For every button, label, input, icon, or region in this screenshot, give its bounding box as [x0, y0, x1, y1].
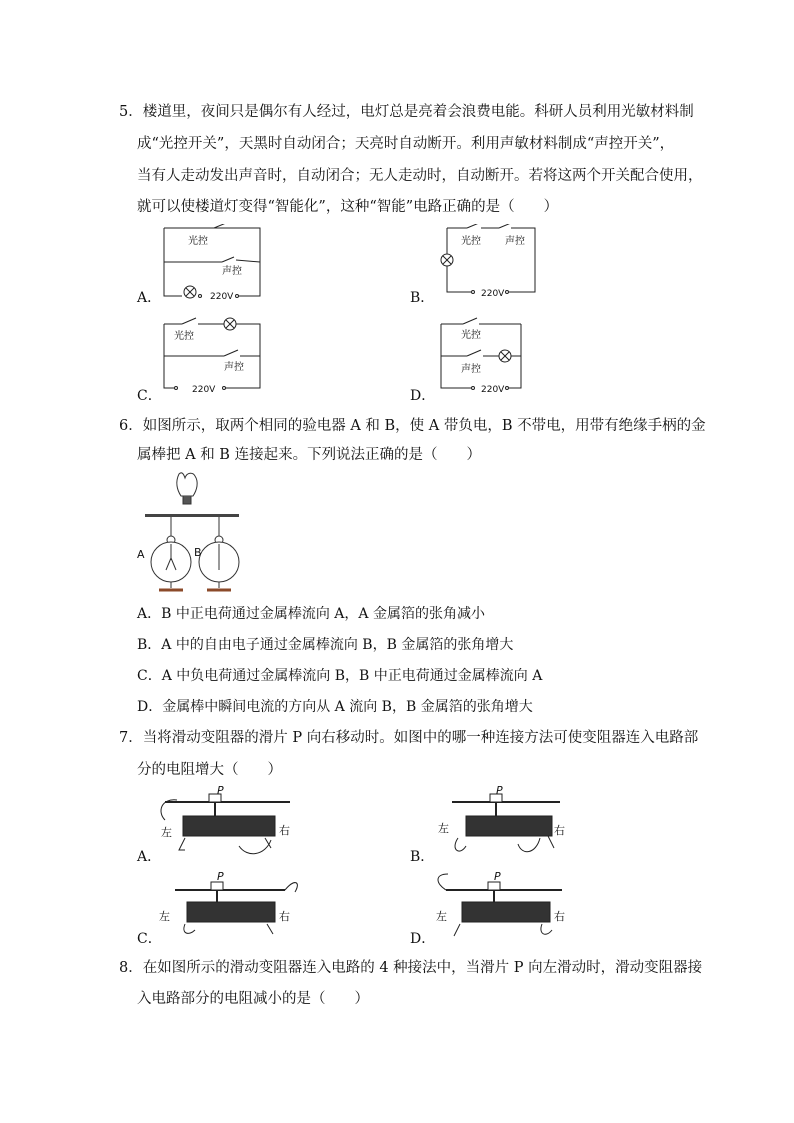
- q5-line-1: 5．楼道里，夜间只是偶尔有人经过，电灯总是亮着会浪费电能。科研人员利用光敏材料制: [119, 104, 694, 120]
- q6-option-c: C．A 中负电荷通过金属棒流向 B，B 中正电荷通过金属棒流向 A: [137, 668, 543, 684]
- q6-option-d: D．金属棒中瞬间电流的方向从 A 流向 B，B 金属箔的张角增大: [137, 699, 533, 715]
- voltage-label: 220V: [481, 385, 505, 395]
- light-switch-label: 光控: [461, 330, 481, 341]
- q8-line-1: 8．在如图所示的滑动变阻器连入电路的 4 种接法中，当滑片 P 向左滑动时，滑动变阻器接: [119, 960, 703, 976]
- sound-switch-label: 声控: [505, 236, 525, 247]
- right-terminal-label: 右: [279, 910, 290, 923]
- electroscope-a: [151, 517, 191, 590]
- label-b: B: [194, 546, 202, 559]
- q7-rheostat-a: [155, 786, 305, 858]
- right-terminal-label: 右: [554, 824, 565, 837]
- hand-icon: [177, 473, 197, 504]
- voltage-label: 220V: [481, 289, 505, 299]
- q6-option-b: B．A 中的自由电子通过金属棒流向 B，B 金属箔的张角增大: [137, 637, 514, 653]
- q7-option-d-label: D．: [410, 931, 436, 947]
- left-terminal-label: 左: [161, 826, 172, 839]
- q6-line-1: 6．如图所示，取两个相同的验电器 A 和 B，使 A 带负电，B 不带电，用带有绝缘手柄的金: [119, 418, 706, 434]
- electroscope-figure: [135, 470, 245, 594]
- light-switch-label: 光控: [188, 236, 208, 247]
- q7-rheostat-b: [430, 786, 580, 858]
- left-terminal-label: 左: [159, 910, 170, 923]
- electroscope-b: [199, 517, 239, 590]
- label-a: A: [137, 548, 145, 561]
- right-terminal-label: 右: [279, 824, 290, 837]
- sound-switch-label: 声控: [461, 364, 481, 375]
- right-terminal-label: 右: [554, 910, 565, 923]
- q5-option-a-label: A．: [137, 290, 162, 306]
- slider-p-label: P: [494, 870, 501, 883]
- left-terminal-label: 左: [438, 822, 449, 835]
- q7-rheostat-c: [155, 868, 305, 940]
- slider-p-label: P: [217, 870, 224, 883]
- left-terminal-label: 左: [436, 910, 447, 923]
- q5-circuit-b: [437, 224, 539, 300]
- q5-circuit-c: [162, 316, 264, 396]
- sound-switch-label: 声控: [222, 266, 242, 277]
- voltage-label: 220V: [192, 385, 216, 395]
- metal-rod: [145, 514, 239, 517]
- q5-option-d-label: D．: [410, 388, 436, 404]
- q7-option-c-label: C．: [137, 931, 162, 947]
- sound-switch-label: 声控: [224, 362, 244, 373]
- q7-option-b-label: B．: [410, 849, 435, 865]
- q7-option-a-label: A．: [137, 849, 162, 865]
- slider-p-label: P: [496, 786, 503, 797]
- q5-line-2: 成“光控开关”，天黑时自动闭合；天亮时自动断开。利用声敏材料制成“声控开关”，: [137, 136, 675, 152]
- q5-line-4: 就可以使楼道灯变得“智能化”，这种“智能”电路正确的是（ ）: [137, 199, 559, 215]
- q7-rheostat-d: [430, 868, 580, 940]
- q5-option-b-label: B．: [410, 290, 435, 306]
- q8-line-2: 入电路部分的电阻减小的是（ ）: [137, 991, 369, 1007]
- q5-line-3: 当有人走动发出声音时，自动闭合；无人走动时，自动断开。若将这两个开关配合使用，: [137, 168, 703, 184]
- voltage-label: 220V: [210, 292, 234, 300]
- slider-p-label: P: [217, 786, 224, 797]
- q7-line-2: 分的电阻增大（ ）: [137, 762, 282, 778]
- light-switch-label: 光控: [461, 236, 481, 247]
- q5-circuit-a: [162, 224, 264, 300]
- q6-option-a: A．B 中正电荷通过金属棒流向 A，A 金属箔的张角减小: [137, 606, 485, 622]
- q5-circuit-d: [437, 316, 539, 396]
- q6-line-2: 属棒把 A 和 B 连接起来。下列说法正确的是（ ）: [137, 447, 482, 463]
- q5-option-c-label: C．: [137, 388, 162, 404]
- light-switch-label: 光控: [174, 331, 194, 342]
- q7-line-1: 7．当将滑动变阻器的滑片 P 向右移动时。如图中的哪一种连接方法可使变阻器连入电路部: [119, 730, 699, 746]
